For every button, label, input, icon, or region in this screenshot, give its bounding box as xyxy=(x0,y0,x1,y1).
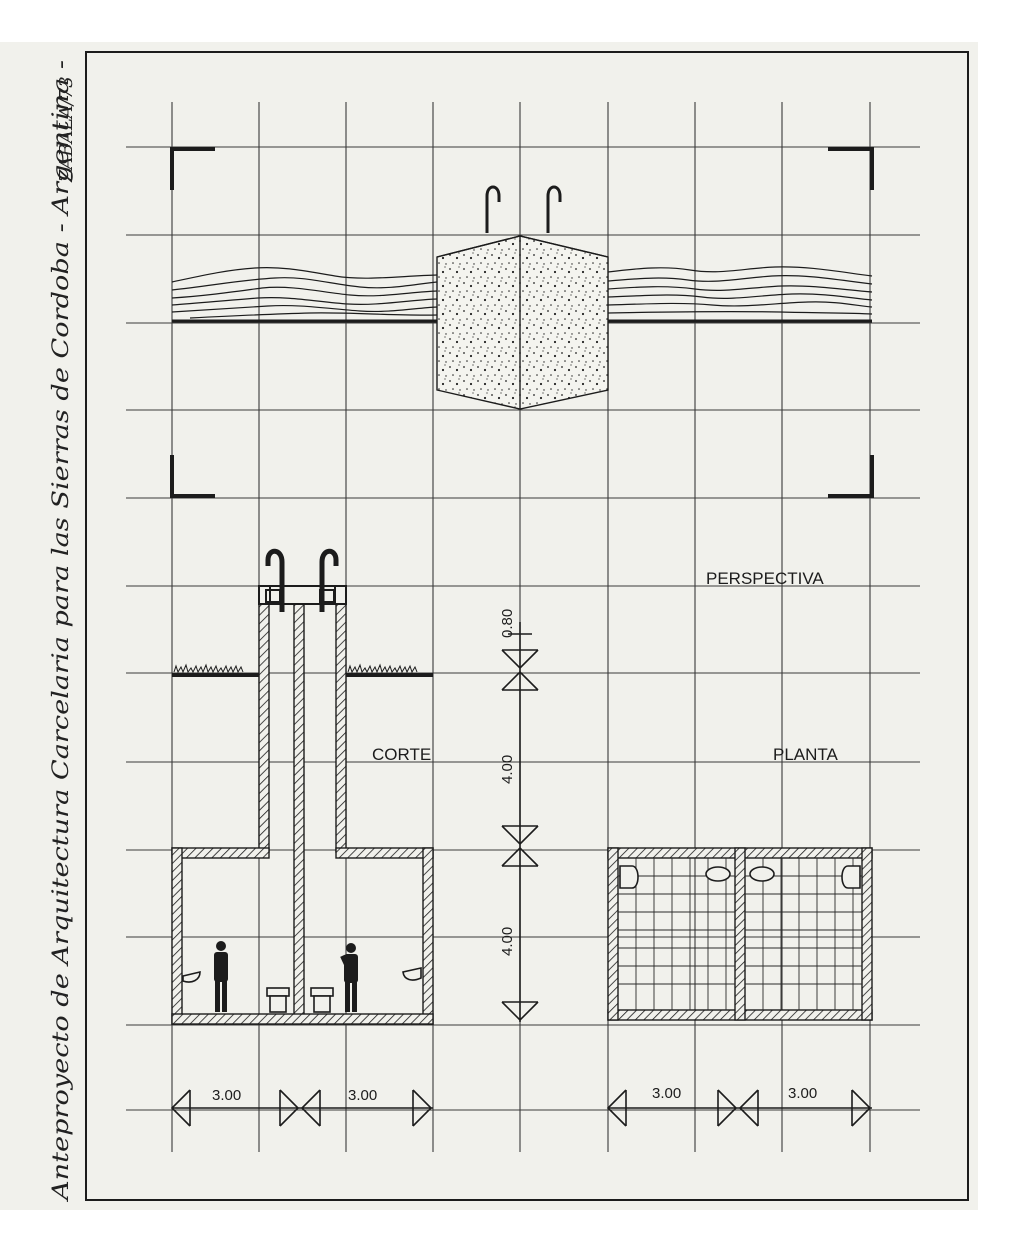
sheet-frame xyxy=(86,52,968,1200)
perspective-view xyxy=(172,149,872,496)
plan-view xyxy=(608,848,872,1020)
dimension-planta-left: 3.00 xyxy=(652,1085,682,1102)
stippled-cube-block xyxy=(437,236,608,409)
dimension-corte-right: 3.00 xyxy=(348,1087,378,1104)
page-margin-bottom xyxy=(0,1210,1012,1242)
dimension-vertical-mid: 4.00 xyxy=(499,754,516,784)
dimension-vertical-bottom: 4.00 xyxy=(499,926,516,956)
dimension-planta-right: 3.00 xyxy=(788,1085,818,1102)
dimension-corte-left: 3.00 xyxy=(212,1087,242,1104)
page-margin-top xyxy=(0,0,1012,42)
planta-label: PLANTA xyxy=(773,745,838,764)
section-view xyxy=(172,551,433,1024)
plan-cell-walls xyxy=(608,848,872,1020)
corte-label: CORTE xyxy=(372,745,432,764)
section-vent-cap xyxy=(259,586,346,604)
cube-chimney-pipes xyxy=(487,187,560,233)
perspectiva-label: PERSPECTIVA xyxy=(706,569,824,588)
vertical-dimension-chain xyxy=(502,622,538,1022)
page-margin-right xyxy=(978,0,1012,1242)
planta-width-dimension-chain xyxy=(608,1090,872,1126)
side-caption: Anteproyecto de Arquitectura Carcelaria para las Sierras de Cordoba - Argentina - xyxy=(49,276,74,1200)
author-signature: ZABALA/73 xyxy=(56,76,77,182)
dimension-vertical-top: 0.80 xyxy=(499,608,516,638)
prisoner-figure-right xyxy=(340,943,358,1012)
prisoner-figure-left xyxy=(214,941,228,1012)
